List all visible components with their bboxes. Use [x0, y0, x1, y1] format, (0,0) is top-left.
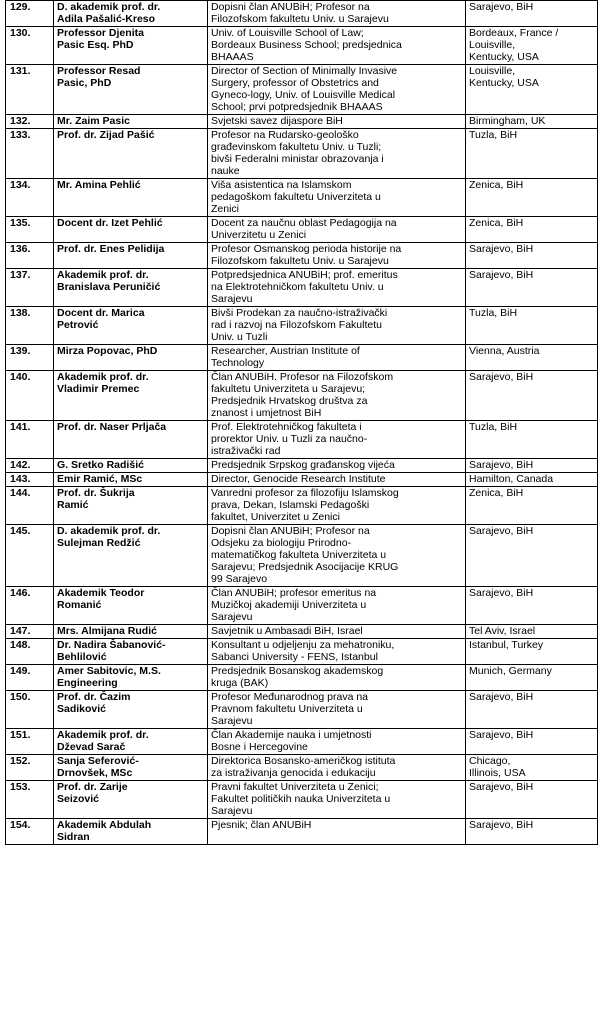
position-description-cell — [208, 473, 466, 487]
location-cell — [466, 473, 598, 487]
location-line: Birmingham, UK — [469, 115, 546, 127]
person-name-cell — [54, 781, 208, 819]
location-line: Sarajevo, BiH — [469, 587, 534, 599]
position-description-cell — [208, 625, 466, 639]
position-description-cell — [208, 755, 466, 781]
row-number: 154. — [6, 819, 54, 845]
person-name-line: Akademik prof. dr. — [57, 269, 149, 281]
location-cell — [466, 781, 598, 819]
location-cell — [466, 487, 598, 525]
location-line: Chicago, — [469, 755, 511, 767]
position-description-line: Muzičkoj akademiji Univerziteta u — [211, 599, 367, 611]
location-cell — [466, 459, 598, 473]
table-row — [6, 639, 598, 665]
position-description-line: Pravnom fakultetu Univerziteta u — [211, 703, 363, 715]
position-description-line: matematičkog fakulteta Univerziteta u — [211, 549, 387, 561]
position-description-cell — [208, 781, 466, 819]
row-number: 131. — [6, 65, 54, 115]
position-description-line: Gyneco-logy, Univ. of Louisville Medical — [211, 89, 396, 101]
table-row — [6, 65, 598, 115]
location-line: Kentucky, USA — [469, 77, 539, 89]
person-name-line: Docent dr. Marica — [57, 307, 145, 319]
position-description-line: prorektor Univ. u Tuzli za naučno- — [211, 433, 368, 445]
row-number: 141. — [6, 421, 54, 459]
table-row — [6, 243, 598, 269]
person-name-line: Emir Ramić, MSc — [57, 473, 143, 485]
position-description-cell — [208, 691, 466, 729]
position-description-line: Član ANUBiH; profesor emeritus na — [211, 587, 377, 599]
person-name-line: Sadiković — [57, 703, 107, 715]
person-name-line: Romanić — [57, 599, 102, 611]
location-cell — [466, 625, 598, 639]
position-description-cell — [208, 243, 466, 269]
row-number: 152. — [6, 755, 54, 781]
table-row — [6, 487, 598, 525]
person-name-line: Akademik Abdulah — [57, 819, 152, 831]
person-name-line: Prof. dr. Enes Pelidija — [57, 243, 165, 255]
person-name-line: Pasic Esq. PhD — [57, 39, 134, 51]
location-line: Istanbul, Turkey — [469, 639, 544, 651]
person-name-cell — [54, 473, 208, 487]
position-description-cell — [208, 587, 466, 625]
location-cell — [466, 345, 598, 371]
location-line: Kentucky, USA — [469, 51, 539, 63]
position-description-cell — [208, 487, 466, 525]
location-line: Louisville, — [469, 39, 516, 51]
row-number: 149. — [6, 665, 54, 691]
location-line: Tuzla, BiH — [469, 307, 518, 319]
person-name-line: Professor Resad — [57, 65, 141, 77]
position-description-line: nauke — [211, 165, 240, 177]
position-description-line: Prof. Elektrotehničkog fakulteta i — [211, 421, 362, 433]
person-name-line: Akademik prof. dr. — [57, 371, 149, 383]
table-row — [6, 421, 598, 459]
row-number: 142. — [6, 459, 54, 473]
person-name-line: Dževad Sarač — [57, 741, 126, 753]
table-row — [6, 269, 598, 307]
person-name-line: D. akademik prof. dr. — [57, 1, 161, 13]
location-line: Sarajevo, BiH — [469, 243, 534, 255]
person-name-cell — [54, 371, 208, 421]
table-row — [6, 345, 598, 371]
table-row — [6, 755, 598, 781]
row-number: 129. — [6, 1, 54, 27]
person-name-cell — [54, 129, 208, 179]
position-description-line: Sarajevu — [211, 293, 253, 305]
person-name-line: Mr. Zaim Pasic — [57, 115, 130, 127]
position-description-line: Savjetnik u Ambasadi BiH, Israel — [211, 625, 363, 637]
person-name-line: Prof. dr. Zarije — [57, 781, 128, 793]
position-description-cell — [208, 525, 466, 587]
table-row — [6, 587, 598, 625]
position-description-line: Filozofskom fakultetu Univ. u Sarajevu — [211, 13, 389, 25]
position-description-line: Zenici — [211, 203, 240, 215]
position-description-line: Bosne i Hercegovine — [211, 741, 308, 753]
position-description-cell — [208, 639, 466, 665]
position-description-line: na Elektrotehničkom fakultetu Univ. u — [211, 281, 384, 293]
location-cell — [466, 691, 598, 729]
table-row — [6, 371, 598, 421]
position-description-line: Bivši Prodekan za naučno-istraživački — [211, 307, 388, 319]
position-description-line: Direktorica Bosansko-američkog istituta — [211, 755, 396, 767]
person-name-line: Prof. dr. Šukrija — [57, 487, 135, 499]
person-name-line: Pasic, PhD — [57, 77, 112, 89]
person-name-cell — [54, 243, 208, 269]
position-description-line: Pravni fakultet Univerziteta u Zenici; — [211, 781, 379, 793]
row-number: 153. — [6, 781, 54, 819]
position-description-line: Odsjeku za biologiju Prirodno- — [211, 537, 352, 549]
table-row — [6, 27, 598, 65]
person-name-line: Sanja Seferović- — [57, 755, 139, 767]
person-name-line: Prof. dr. Naser Prljača — [57, 421, 167, 433]
row-number: 138. — [6, 307, 54, 345]
position-description-cell — [208, 459, 466, 473]
location-cell — [466, 665, 598, 691]
position-description-cell — [208, 269, 466, 307]
position-description-cell — [208, 65, 466, 115]
position-description-line: Sarajevu — [211, 611, 253, 623]
table-body — [6, 1, 598, 845]
position-description-cell — [208, 27, 466, 65]
location-line: Sarajevo, BiH — [469, 371, 534, 383]
location-cell — [466, 587, 598, 625]
row-number: 147. — [6, 625, 54, 639]
person-name-line: Akademik Teodor — [57, 587, 145, 599]
location-cell — [466, 27, 598, 65]
position-description-line: Surgery, professor of Obstetrics and — [211, 77, 379, 89]
location-line: Sarajevo, BiH — [469, 781, 534, 793]
location-line: Zenica, BiH — [469, 179, 524, 191]
person-name-cell — [54, 487, 208, 525]
person-name-cell — [54, 665, 208, 691]
location-line: Sarajevo, BiH — [469, 269, 534, 281]
position-description-cell — [208, 217, 466, 243]
row-number: 143. — [6, 473, 54, 487]
position-description-line: School; prvi potpredsjednik BHAAAS — [211, 101, 383, 113]
position-description-line: Profesor na Rudarsko-geološko — [211, 129, 359, 141]
person-name-cell — [54, 345, 208, 371]
position-description-line: Sarajevu — [211, 715, 253, 727]
table-row — [6, 665, 598, 691]
row-number: 132. — [6, 115, 54, 129]
location-cell — [466, 65, 598, 115]
person-name-line: Prof. dr. Čazim — [57, 691, 131, 703]
person-name-cell — [54, 269, 208, 307]
person-name-line: Mirza Popovac, PhD — [57, 345, 158, 357]
position-description-cell — [208, 819, 466, 845]
table-row — [6, 179, 598, 217]
table-row — [6, 459, 598, 473]
row-number: 151. — [6, 729, 54, 755]
position-description-line: kruga (BAK) — [211, 677, 269, 689]
position-description-cell — [208, 129, 466, 179]
position-description-line: Researcher, Austrian Institute of — [211, 345, 360, 357]
position-description-line: Univerzitetu u Zenici — [211, 229, 307, 241]
person-name-line: G. Sretko Radišić — [57, 459, 144, 471]
position-description-line: Svjetski savez dijaspore BiH — [211, 115, 343, 127]
location-cell — [466, 421, 598, 459]
position-description-line: 99 Sarajevo — [211, 573, 268, 585]
person-name-line: Professor Djenita — [57, 27, 144, 39]
position-description-line: Director, Genocide Research Institute — [211, 473, 386, 485]
table-row — [6, 1, 598, 27]
position-description-line: rad i razvoj na Filozofskom Fakultetu — [211, 319, 382, 331]
person-name-cell — [54, 1, 208, 27]
person-name-cell — [54, 587, 208, 625]
position-description-cell — [208, 421, 466, 459]
position-description-line: Vanredni profesor za filozofiju Islamskog — [211, 487, 399, 499]
location-cell — [466, 371, 598, 421]
location-cell — [466, 179, 598, 217]
person-name-cell — [54, 625, 208, 639]
location-line: Tuzla, BiH — [469, 129, 518, 141]
person-name-line: Sidran — [57, 831, 90, 843]
location-cell — [466, 269, 598, 307]
location-cell — [466, 525, 598, 587]
location-cell — [466, 1, 598, 27]
person-name-cell — [54, 755, 208, 781]
location-cell — [466, 307, 598, 345]
person-name-line: Mr. Amina Pehlić — [57, 179, 141, 191]
position-description-line: Konsultant u odjeljenju za mehatroniku, — [211, 639, 395, 651]
position-description-cell — [208, 371, 466, 421]
position-description-line: fakultetu Univerziteta u Sarajevu; — [211, 383, 366, 395]
location-line: Zenica, BiH — [469, 217, 524, 229]
row-number: 148. — [6, 639, 54, 665]
location-cell — [466, 639, 598, 665]
person-name-line: Ramić — [57, 499, 89, 511]
position-description-line: Predsjednik Hrvatskog društva za — [211, 395, 368, 407]
position-description-line: Director of Section of Minimally Invasive — [211, 65, 398, 77]
location-line: Sarajevo, BiH — [469, 1, 534, 13]
person-name-line: Sulejman Redžić — [57, 537, 141, 549]
table-row — [6, 781, 598, 819]
location-cell — [466, 243, 598, 269]
person-name-line: Seizović — [57, 793, 100, 805]
location-line: Bordeaux, France / — [469, 27, 559, 39]
person-name-line: Mrs. Almijana Rudić — [57, 625, 157, 637]
row-number: 150. — [6, 691, 54, 729]
person-name-cell — [54, 525, 208, 587]
person-name-cell — [54, 179, 208, 217]
position-description-line: Potpredsjednica ANUBiH; prof. emeritus — [211, 269, 398, 281]
table-row — [6, 819, 598, 845]
position-description-line: Sarajevu — [211, 805, 253, 817]
position-description-line: Sabanci University - FENS, Istanbul — [211, 651, 378, 663]
person-name-cell — [54, 819, 208, 845]
table-row — [6, 307, 598, 345]
position-description-line: prava, Dekan, Islamski Pedagoški — [211, 499, 370, 511]
position-description-line: Pjesnik; član ANUBiH — [211, 819, 312, 831]
row-number: 134. — [6, 179, 54, 217]
person-name-line: Prof. dr. Zijad Pašić — [57, 129, 155, 141]
position-description-cell — [208, 1, 466, 27]
position-description-line: znanost i umjetnost BiH — [211, 407, 322, 419]
table-row — [6, 115, 598, 129]
position-description-line: Bordeaux Business School; predsjednica — [211, 39, 402, 51]
location-line: Hamilton, Canada — [469, 473, 554, 485]
location-line: Sarajevo, BiH — [469, 525, 534, 537]
person-name-cell — [54, 27, 208, 65]
position-description-cell — [208, 729, 466, 755]
location-cell — [466, 129, 598, 179]
position-description-line: Sarajevu; Predsjednik Asocijacije KRUG — [211, 561, 399, 573]
person-name-line: Dr. Nadira Šabanović- — [57, 639, 166, 651]
position-description-line: Dopisni član ANUBiH; Profesor na — [211, 1, 370, 13]
position-description-line: pedagoškom fakultetu Univerziteta u — [211, 191, 381, 203]
location-line: Louisville, — [469, 65, 516, 77]
person-name-line: D. akademik prof. dr. — [57, 525, 161, 537]
position-description-line: bivši Federalni ministar obrazovanja i — [211, 153, 384, 165]
person-name-line: Amer Sabitovic, M.S. — [57, 665, 161, 677]
person-name-cell — [54, 421, 208, 459]
position-description-line: Predsjednik Srpskog građanskog vijeća — [211, 459, 395, 471]
position-description-line: BHAAAS — [211, 51, 254, 63]
location-line: Tuzla, BiH — [469, 421, 518, 433]
row-number: 144. — [6, 487, 54, 525]
person-name-line: Vladimir Premec — [57, 383, 140, 395]
position-description-line: Viša asistentica na Islamskom — [211, 179, 352, 191]
row-number: 130. — [6, 27, 54, 65]
person-name-line: Docent dr. Izet Pehlić — [57, 217, 163, 229]
table-row — [6, 217, 598, 243]
position-description-line: Filozofskom fakultetu Univ. u Sarajevu — [211, 255, 389, 267]
location-line: Zenica, BiH — [469, 487, 524, 499]
person-name-cell — [54, 217, 208, 243]
table-row — [6, 625, 598, 639]
location-line: Sarajevo, BiH — [469, 459, 534, 471]
position-description-line: fakultet, Univerzitet u Zenici — [211, 511, 340, 523]
position-description-cell — [208, 307, 466, 345]
row-number: 139. — [6, 345, 54, 371]
location-line: Vienna, Austria — [469, 345, 540, 357]
person-name-cell — [54, 729, 208, 755]
location-cell — [466, 217, 598, 243]
position-description-line: Docent za naučnu oblast Pedagogija na — [211, 217, 397, 229]
position-description-line: za istraživanja genocida i edukaciju — [211, 767, 376, 779]
person-name-line: Branislava Peruničić — [57, 281, 161, 293]
person-name-line: Drnovšek, MSc — [57, 767, 133, 779]
row-number: 140. — [6, 371, 54, 421]
table-row — [6, 729, 598, 755]
person-name-line: Akademik prof. dr. — [57, 729, 149, 741]
table-row — [6, 473, 598, 487]
position-description-line: Profesor Osmanskog perioda historije na — [211, 243, 402, 255]
row-number: 145. — [6, 525, 54, 587]
table-row — [6, 691, 598, 729]
person-name-cell — [54, 65, 208, 115]
position-description-cell — [208, 345, 466, 371]
person-name-cell — [54, 115, 208, 129]
position-description-line: Profesor Međunarodnog prava na — [211, 691, 369, 703]
location-line: Illinois, USA — [469, 767, 526, 779]
table-row — [6, 129, 598, 179]
person-name-line: Adila Pašalić-Kreso — [57, 13, 156, 25]
position-description-line: Technology — [211, 357, 265, 369]
position-description-line: Univ. u Tuzli — [211, 331, 268, 343]
row-number: 136. — [6, 243, 54, 269]
row-number: 137. — [6, 269, 54, 307]
location-cell — [466, 819, 598, 845]
signatories-table — [5, 0, 598, 845]
position-description-line: Član ANUBiH. Profesor na Filozofskom — [211, 371, 394, 383]
position-description-line: građevinskom fakultetu Univ. u Tuzli; — [211, 141, 382, 153]
row-number: 135. — [6, 217, 54, 243]
person-name-line: Engineering — [57, 677, 118, 689]
person-name-cell — [54, 307, 208, 345]
person-name-line: Behlilović — [57, 651, 107, 663]
table-row — [6, 525, 598, 587]
location-line: Munich, Germany — [469, 665, 552, 677]
row-number: 146. — [6, 587, 54, 625]
position-description-cell — [208, 115, 466, 129]
location-line: Sarajevo, BiH — [469, 819, 534, 831]
location-cell — [466, 729, 598, 755]
position-description-line: Fakultet političkih nauka Univerziteta u — [211, 793, 391, 805]
position-description-line: Dopisni član ANUBiH; Profesor na — [211, 525, 370, 537]
location-cell — [466, 755, 598, 781]
position-description-cell — [208, 665, 466, 691]
position-description-line: Član Akademije nauka i umjetnosti — [211, 729, 372, 741]
person-name-cell — [54, 459, 208, 473]
row-number: 133. — [6, 129, 54, 179]
location-cell — [466, 115, 598, 129]
location-line: Tel Aviv, Israel — [469, 625, 536, 637]
person-name-cell — [54, 691, 208, 729]
position-description-line: Univ. of Louisville School of Law; — [211, 27, 364, 39]
location-line: Sarajevo, BiH — [469, 729, 534, 741]
location-line: Sarajevo, BiH — [469, 691, 534, 703]
position-description-line: istraživački rad — [211, 445, 281, 457]
position-description-line: Predsjednik Bosanskog akademskog — [211, 665, 384, 677]
person-name-line: Petrović — [57, 319, 99, 331]
person-name-cell — [54, 639, 208, 665]
position-description-cell — [208, 179, 466, 217]
